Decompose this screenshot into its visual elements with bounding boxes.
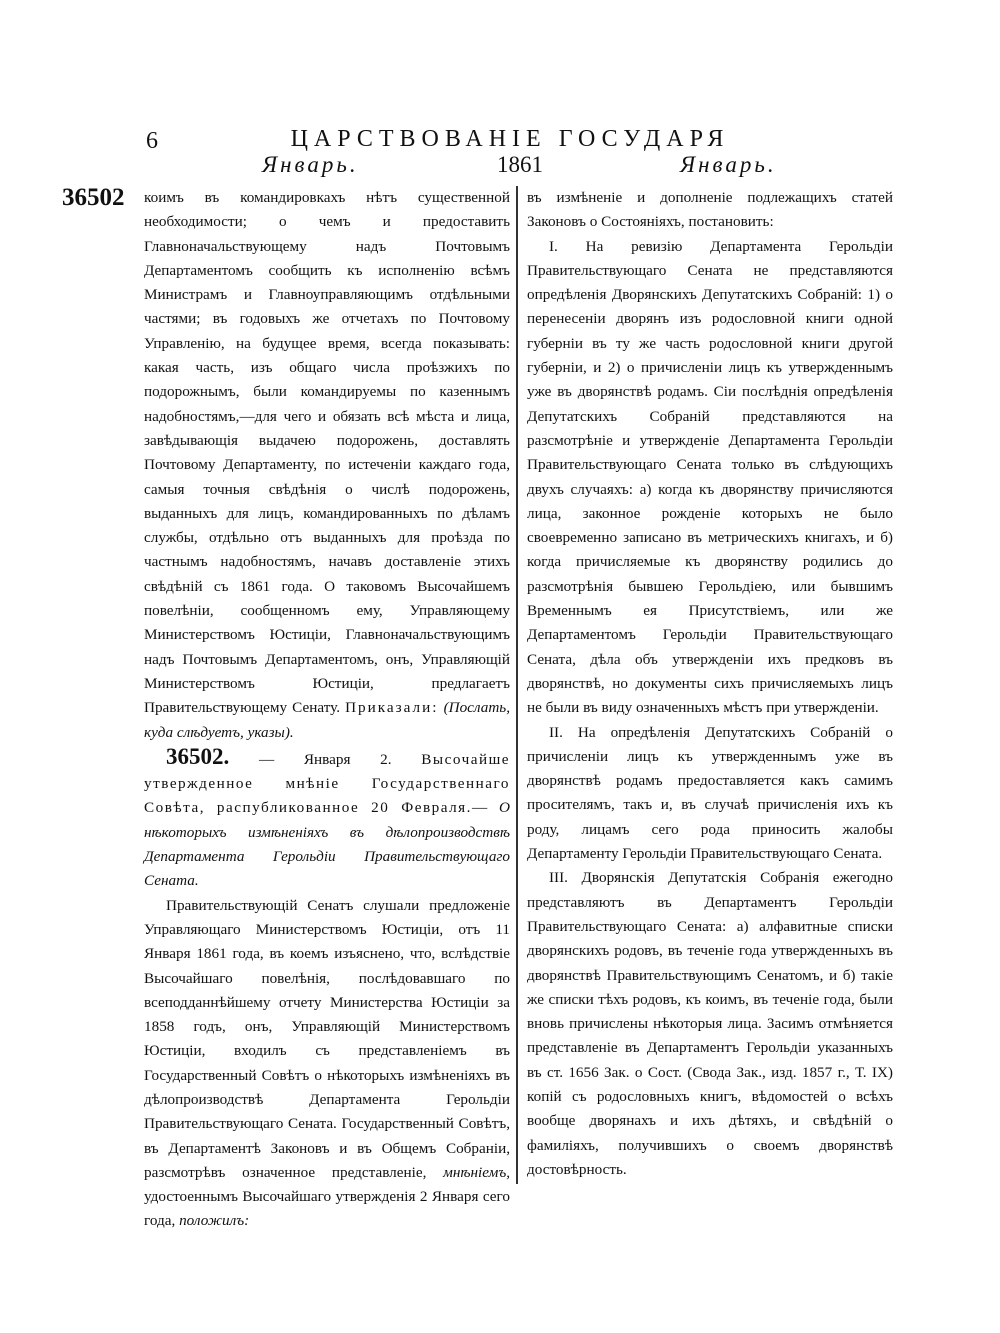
continued-text: коимъ въ командировкахъ нѣтъ существенной необходимости; о чемъ и предоставить Главноначальствующему надъ Почтовымъ Департаментомъ сообщить къ исполненію всѣмъ Министрамъ и Главноуправляющимъ отдѣльными частями; въ годовыхъ же отчетахъ по Почтовому Управленію, на будущее время, всегда показывать: какая часть, изъ общаго числа проѣзжихъ по подорожнымъ, были командируемы по казеннымъ надобностямъ,—для чего и обязать всѣ мѣста и лица, завѣдывающія выдачею подорожень, доставлять Почтовому Департаменту, по истеченіи каждаго года, самыя точныя свѣдѣнія о числѣ подорожень, выданныхъ для лицъ, командированныхъ по дѣламъ службы, отдѣльно отъ выданныхъ для проѣзда по частнымъ надобностямъ, начавъ доставленіе этихъ свѣдѣній съ 1861 года. О таковомъ Высочайшемъ повелѣніи, сообщенномъ ему, Управляющему Министерствомъ Юстиціи, Главноначальствующимъ надъ Почтовымъ Департаментомъ, онъ, Управляющій Министерствомъ Юстиціи, предлагаетъ Правительствующему Сенату. [144, 189, 510, 717]
body-paragraph [144, 894, 510, 1234]
section-3: III. Дворянскія Депутатскія Собранія ежегодно представляютъ въ Департаментъ Герольдіи Правительствующаго Сената: а) алфавитные списки дворянскихъ родовъ, въ теченіе года утвержденныхъ въ дворянствѣ Правительствующимъ Сенатомъ, и б) такіе же списки тѣхъ родовъ, къ коимъ, въ теченіе года, были вновь причислены нѣкоторыя лица. Засимъ отмѣняется представленіе въ Департаментъ Герольдіи указанныхъ въ ст. 1656 Зак. о Сост. (Свода Зак., изд. 1857 г., Т. IX) копій съ родословныхъ книгъ, вѣдомостей о всѣхъ вообще дворянахъ и ихъ дѣтяхъ, и свѣдѣній о фамиліяхъ, получившихъ о своемъ дворянствѣ достовѣрность. [527, 869, 893, 1178]
column-divider [516, 186, 518, 1184]
ordered-label: Приказали: [345, 699, 439, 717]
body-text-2: удостоеннымъ Высочайшаго утвержденія 2 Января сего года, [144, 1188, 510, 1230]
section-2: II. На опредѣленія Депутатскихъ Собраній о причисленіи лицъ къ утвержденнымъ уже въ дворянствѣ родамъ предоставляется какъ самимъ просителямъ, такъ и, въ случаѣ причисленія ихъ къ роду, лицамъ сего рода приносить жалобы Департаменту Герольдіи Правительствующаго Сената. [527, 723, 893, 863]
margin-entry-number: 36502 [62, 184, 125, 211]
year: 1861 [497, 152, 543, 177]
intro-paragraph: въ измѣненіе и дополненіе подлежащихъ статей Законовъ о Состояніяхъ, постановить: [527, 189, 893, 231]
running-title: ЦАРСТВОВАНІЕ ГОСУДАРЯ [290, 126, 730, 152]
opinion-word: мнѣніемъ, [443, 1163, 511, 1181]
entry-date: — Января 2. [258, 750, 392, 768]
entry-number: 36502. [166, 743, 230, 769]
ordered-text: (Послать, куда слѣдуетъ, указы). [144, 699, 511, 741]
entry-heading [144, 745, 510, 894]
resolved-word: положилъ: [179, 1212, 250, 1230]
entry-title: О нѣкоторыхъ измѣненіяхъ въ дѣлопроизводствѣ Департамента Герольдіи Правительствующаго Сената. [144, 799, 510, 890]
continued-paragraph [144, 186, 510, 745]
month-left: Январь. [262, 152, 359, 177]
right-column [527, 186, 893, 1182]
section-1: I. На ревизію Департамента Герольдіи Правительствующаго Сената не представляются опредѣленія Дворянскихъ Депутатскихъ Собраній: 1) о перенесеніи дворянъ изъ родословной книги одной губерніи въ ту же часть родословной книги другой губерніи, и 2) о причисленіи лицъ къ утвержденнымъ уже въ дворянствѣ родамъ. Сіи послѣднія опредѣленія Депутатскихъ Собраній представляются на разсмотрѣніе и утвержденіе Департамента Герольдіи Правительствующаго Сената только въ слѣдующихъ двухъ случаяхъ: а) когда къ дворянству причисляются лица, законное рожденіе которыхъ не было своевременно записано въ метрическихъ книгахъ, и б) когда причисляемые къ дворянству родились до разсмотрѣнія бывшею Герольдіею, или бывшимъ Временнымъ ея Присутствіемъ, или же Департаментомъ Герольдіи Правительствующаго Сената, дѣла объ утвержденіи ихъ предковъ въ дворянствѣ, но документы сихъ причисляемыхъ лицъ не были въ виду означенныхъ мѣстъ при утвержденіи. [527, 237, 893, 717]
page-number: 6 [146, 128, 158, 154]
entry-type: Высочайше утвержденное мнѣніе Государственнаго Совѣта, распубликованное 20 Февраля.— [144, 750, 511, 817]
body-text: Правительствующій Сенатъ слушали предложеніе Управляющаго Министерствомъ Юстиціи, отъ 11 Января 1861 года, въ коемъ изъяснено, что, вслѣдствіе Высочайшаго повелѣнія, послѣдовавшаго по всеподданнѣйшему отчету Министерства Юстиціи за 1858 годъ, онъ, Управляющій Министерствомъ Юстиціи, входилъ съ представленіемъ въ Государственный Совѣтъ о нѣкоторыхъ измѣненіяхъ въ дѣлопроизводствѣ Департамента Герольдіи Правительствующаго Сената. Государственный Совѣтъ, въ Департаментѣ Законовъ и въ Общемъ Собраніи, разсмотрѣвъ означенное представленіе, [144, 896, 510, 1181]
month-right: Январь. [680, 152, 777, 177]
left-column [144, 186, 510, 1234]
